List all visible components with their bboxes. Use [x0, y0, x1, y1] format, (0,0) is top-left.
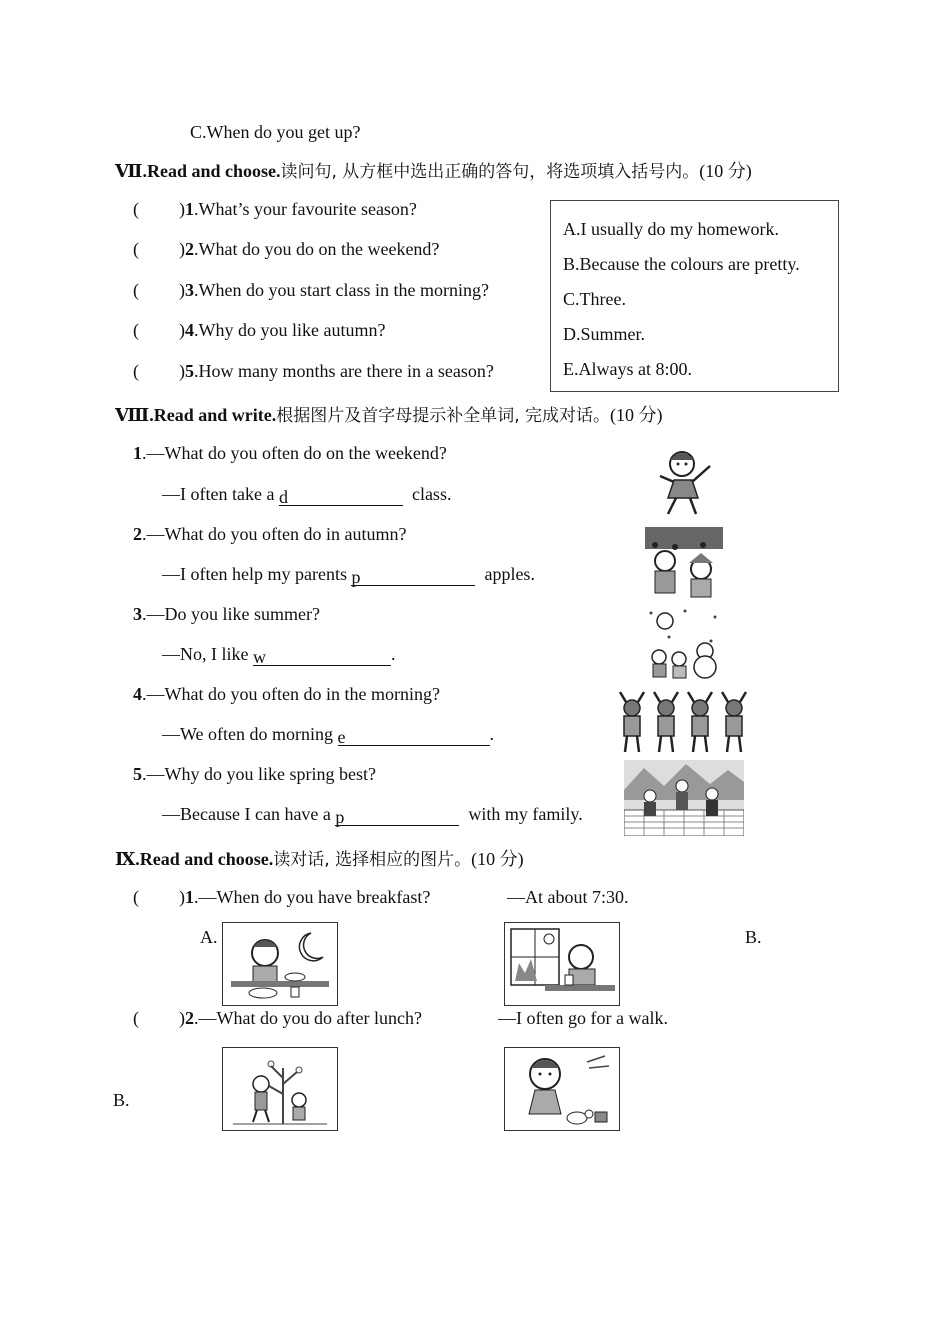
- question-text: .When do you start class in the morning?: [194, 280, 489, 300]
- walking-dog-picture[interactable]: [504, 1047, 620, 1131]
- s8-question-4: 4.—What do you often do in the morning?: [133, 684, 440, 704]
- section9-num: Ⅸ.: [115, 849, 140, 869]
- section8-title-en: Read and write.: [153, 405, 277, 425]
- section9-heading: [115, 845, 524, 871]
- question-text: .What do you do on the weekend?: [194, 239, 440, 259]
- planting-trees-picture[interactable]: [222, 1047, 338, 1131]
- answer-options-box: [550, 200, 839, 392]
- s9-question-1: ( )1.—When do you have breakfast?: [133, 887, 431, 907]
- s9-answer-1: —At about 7:30.: [507, 887, 629, 907]
- section9-title-cn: 读对话, 选择相应的图片。: [273, 850, 472, 870]
- option-d: D.Summer.: [563, 324, 646, 344]
- fill-blank-1[interactable]: d: [279, 487, 403, 506]
- morning-breakfast-picture[interactable]: [504, 922, 620, 1006]
- picking-apples-picture: [645, 527, 723, 599]
- section7-num: Ⅶ.: [115, 161, 147, 181]
- section9-title-en: Read and choose.: [139, 849, 274, 869]
- section9-score: (10 分): [471, 849, 524, 869]
- answer-paren[interactable]: (: [133, 280, 139, 300]
- choice-label-b: B.: [745, 927, 762, 947]
- option-a: A.I usually do my homework.: [563, 219, 779, 239]
- section7-title-cn: 读问句, 从方框中选出正确的答句，将选项填入括号内。: [280, 162, 700, 182]
- s8-answer-2: —I often help my parents p apples.: [162, 564, 535, 587]
- s8-question-1: 1.—What do you often do on the weekend?: [133, 443, 447, 463]
- s7-question-3: ( )3.When do you start class in the morning?: [133, 280, 489, 300]
- s9-question-2: ( )2.—What do you do after lunch?: [133, 1008, 422, 1028]
- s7-question-5: ( )5.How many months are there in a season?: [133, 361, 494, 381]
- family-picnic-picture: [624, 760, 744, 836]
- fill-blank-4[interactable]: e: [338, 727, 490, 746]
- answer-paren[interactable]: (: [133, 887, 139, 907]
- section7-score: (10 分): [699, 161, 752, 181]
- section8-title-cn: 根据图片及首字母提示补全单词, 完成对话。: [276, 406, 611, 426]
- answer-paren[interactable]: (: [133, 320, 139, 340]
- answer-paren[interactable]: (: [133, 239, 139, 259]
- option-b: B.Because the colours are pretty.: [563, 254, 800, 274]
- s8-answer-1: —I often take a d class.: [162, 484, 452, 507]
- s9-answer-2: —I often go for a walk.: [498, 1008, 668, 1028]
- answer-paren[interactable]: (: [133, 199, 139, 219]
- morning-exercises-picture: [614, 688, 756, 756]
- night-eating-picture[interactable]: [222, 922, 338, 1006]
- section8-score: (10 分): [610, 405, 663, 425]
- question-text: .What’s your favourite season?: [194, 199, 417, 219]
- fill-blank-5[interactable]: p: [335, 807, 459, 826]
- s8-answer-3: —No, I like w .: [162, 644, 396, 667]
- section8-num: Ⅷ.: [115, 405, 154, 425]
- fill-blank-2[interactable]: p: [351, 567, 475, 586]
- answer-paren[interactable]: (: [133, 1008, 139, 1028]
- question-text: .How many months are there in a season?: [194, 361, 494, 381]
- s7-question-2: ( )2.What do you do on the weekend?: [133, 239, 440, 259]
- dancing-child-picture: [652, 446, 716, 520]
- s8-question-5: 5.—Why do you like spring best?: [133, 764, 376, 784]
- choice-label-a: A.: [200, 927, 218, 947]
- s8-answer-4: —We often do morning e .: [162, 724, 495, 747]
- section7-heading: [115, 157, 752, 183]
- option-c-previous: C.When do you get up?: [190, 122, 361, 142]
- question-text: .Why do you like autumn?: [194, 320, 386, 340]
- fill-blank-3[interactable]: w: [253, 647, 391, 666]
- section7-title-en: Read and choose.: [146, 161, 281, 181]
- answer-paren[interactable]: (: [133, 361, 139, 381]
- s7-question-1: ( )1.What’s your favourite season?: [133, 199, 417, 219]
- s8-question-3: 3.—Do you like summer?: [133, 604, 320, 624]
- s8-question-2: 2.—What do you often do in autumn?: [133, 524, 407, 544]
- option-c: C.Three.: [563, 289, 626, 309]
- s7-question-4: ( )4.Why do you like autumn?: [133, 320, 386, 340]
- s8-answer-5: —Because I can have a p with my family.: [162, 804, 583, 827]
- section8-heading: [115, 401, 663, 427]
- snowman-winter-picture: [645, 607, 723, 679]
- choice-label-b2: B.: [113, 1090, 130, 1110]
- option-e: E.Always at 8:00.: [563, 359, 692, 379]
